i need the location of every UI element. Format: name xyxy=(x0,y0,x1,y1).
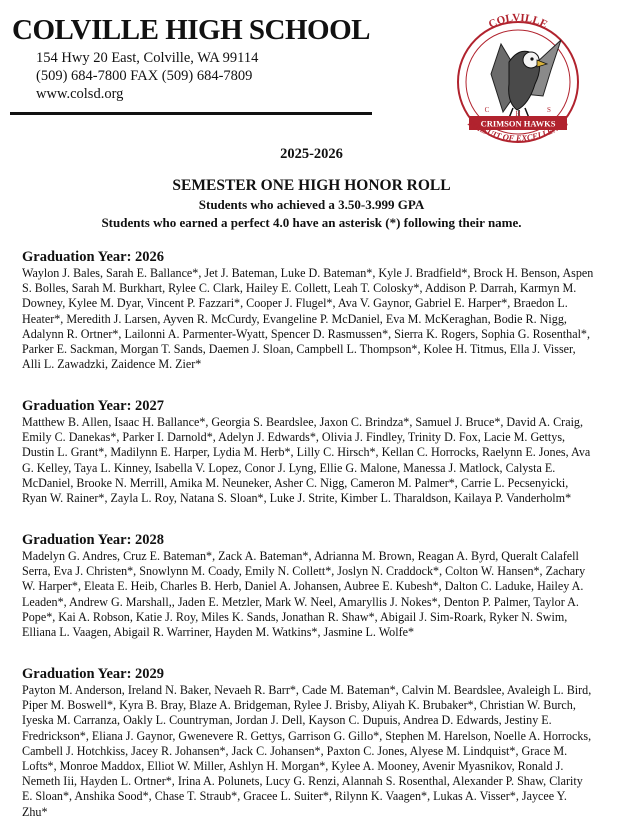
header-divider xyxy=(10,112,372,115)
school-address: 154 Hwy 20 East, Colville, WA 99114 xyxy=(36,50,259,66)
gpa-subheading: Students who achieved a 3.50-3.999 GPA xyxy=(198,197,425,212)
crimson-hawks-logo xyxy=(443,4,593,162)
school-website: www.colsd.org xyxy=(36,86,124,102)
school-name: COLVILLE HIGH SCHOOL xyxy=(12,14,370,46)
school-year: 2025-2026 xyxy=(280,146,343,162)
honor-roll-names: Matthew B. Allen, Isaac H. Ballance*, Georgia S. Beardslee, Jaxon C. Brindza*, Samuel J. Bruce*, David A. Craig, Emily C. Danekas*, Parker I. Darnold*, Adelyn J. Edwards*, Olivia J. Findley, Trinity D. Fox, Lacie M. Gettys, Dustin L. Grant*, Madilynn E. Harper, Lydia M. Herb*, Lilly C. Hirsch*, Kellan C. Horrocks, Raelynn E. Jones, Ava G. Kelley, Taya L. Kinney, Isabella V. Lopez, Conor J. Lyng, Ellie G. Malone, Manessa J. Matlock, Calysta E. McDaniel, Brooke N. Merrill, Amika M. Neuneker, Asher C. Nigg, Cameron M. Palmer*, Carrie L. Pecsenyicki, Ryan W. Rainer*, Zayla L. Roy, Natana S. Sloan*, Luke J. Strite, Kimber L. Tharaldson, Kailaya P. Vanderholm* xyxy=(22,415,591,506)
logo-letter-h: H xyxy=(515,110,521,118)
logo-letter-s: S xyxy=(547,106,551,114)
section-heading: Graduation Year: 2027 xyxy=(22,398,165,414)
school-phone-fax: (509) 684-7800 FAX (509) 684-7809 xyxy=(36,68,253,84)
section-heading: Graduation Year: 2026 xyxy=(22,249,165,265)
honor-roll-names: Payton M. Anderson, Ireland N. Baker, Nevaeh R. Barr*, Cade M. Bateman*, Calvin M. Beardslee, Avaleigh L. Bird, Piper M. Boswell*, Kyra B. Bray, Blaze A. Bridgeman, Rylee J. Brisby, Aliyah K. Brubaker*, Christian W. Burch, Iyeska M. Carranza, Oakly L. Countryman, Jordan J. Dell, Kayson C. Dupuis, Andrea D. Edwards, Jestiny E. Fredrickson*, Eliana J. Gaynor, Gwenevere R. Gettys, Garrison G. Gillo*, Stephen M. Harelson, Noelle A. Horrocks, Cambell J. Hotchkiss, Jacey R. Johansen*, Jack C. Johansen*, Paxton C. Jones, Alyese M. Lindquist*, Grace M. Lofts*, Monroe Maddox, Elliot W. Miller, Ashlyn H. Morgan*, Kylee A. Mooney, Avenir Myasnikov, Ronald J. Nemeth Iii, Hayden L. Ortner*, Irina A. Polunets, Lucy G. Renzi, Alannah S. Rosenthal, Alexander P. Shaw, Clarity E. Sloan*, Anshika Sood*, Chase T. Straub*, Gracee L. Suiter*, Rilynn K. Vaagen*, Lukas A. Visser*, Jaycee Y. Zhu* xyxy=(22,683,592,819)
section-class-2028 xyxy=(22,532,594,640)
section-class-2027 xyxy=(22,398,594,506)
page-title: SEMESTER ONE HIGH HONOR ROLL xyxy=(172,177,451,194)
honor-roll-names: Madelyn G. Andres, Cruz E. Bateman*, Zack A. Bateman*, Adrianna M. Brown, Reagan A. Byrd, Queralt Calafell Serra, Eva J. Christen*, Snowlynn M. Coady, Emily N. Collett*, Joslyn N. Craddock*, Colton W. Hansen*, Zachary W. Harper*, Eleata E. Heib, Charles B. Herb, Daniel A. Johansen, Aubree E. Kubesh*, Dalton C. Laduke, Hailey A. Leaden*, Andrew G. Marshall,, Jaden E. Metzler, Mark W. Neel, Amaryllis J. Nokes*, Denton P. Palmer, Taylor A. Pope*, Kai A. Robson, Katie J. Roy, Miles K. Sands, Jonathan R. Shaw*, Abigail J. Sim-Roark, Ryker N. Swim, Elliana L. Vaagen, Abigail R. Warriner, Hayden M. Watkins*, Jasmine L. Wolfe* xyxy=(22,549,586,640)
logo-banner-text: CRIMSON HAWKS xyxy=(480,118,556,129)
section-class-2029 xyxy=(22,666,594,820)
logo-bottom-text: PURSUIT OF EXCELLENCE xyxy=(466,117,570,144)
honor-roll-names: Waylon J. Bales, Sarah E. Ballance*, Jet J. Bateman, Luke D. Bateman*, Kyle J. Bradfield*, Brock H. Benson, Aspen S. Bolles, Sarah M. Burkhart, Rylee C. Clark, Hailey E. Collett, Leah T. Colosky*, Addison P. Darrah, Karmyn M. Downey, Kylee M. Dyar, Vincent P. Fazzari*, Cooper J. Flugel*, Ava V. Gaynor, Gabriel E. Harper*, Braedon L. Heater*, Meredith J. Larsen, Ayven R. McCurdy, Evangeline P. McDaniel, Eva M. McKeraghan, Bodie R. Nigg, Adalynn R. Ortner*, Lailonni A. Parmenter-Wyatt, Spencer D. Rasmussen*, Sierra K. Rogers, Sophia G. Rosenthal*, Parker E. Sackman, Morgan T. Sands, Daemen J. Sloan, Campbell L. Thompson*, Kolee H. Titmus, Ella J. Visser, Alli L. Zawadzki, Zaidence M. Zier* xyxy=(22,266,594,372)
section-heading: Graduation Year: 2029 xyxy=(22,666,165,682)
logo-top-text: COLVILLE xyxy=(486,11,550,31)
asterisk-note: Students who earned a perfect 4.0 have an asterisk (*) following their name. xyxy=(101,215,522,230)
section-heading: Graduation Year: 2028 xyxy=(22,532,165,548)
section-class-2026 xyxy=(22,249,594,372)
logo-letter-c: C xyxy=(484,106,490,114)
